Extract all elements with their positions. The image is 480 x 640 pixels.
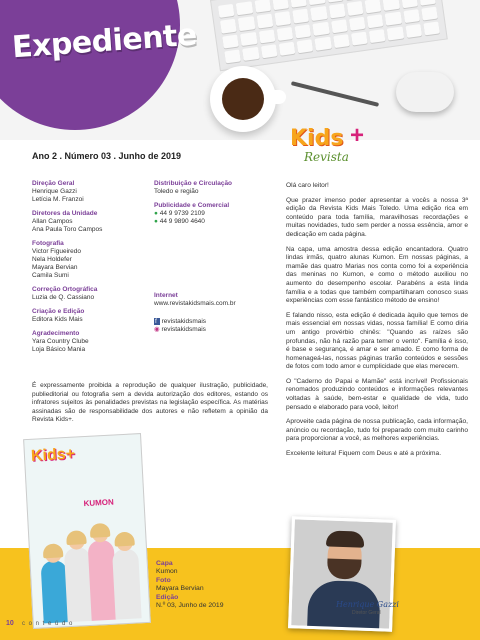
legal-notice: É expressamente proibida a reprodução de qualquer ilustração, publicidade, publieditorial ou fotografia sem a devida autorização dos editores, estando os infratores sujeitos às penalidades previstas na legislação específica. As matérias assinadas são de responsabilidade dos autores e não refletem a opinião da Revista Kids+. bbox=[32, 382, 268, 423]
credit-group: Agradecimento Yara Country Clube Loja Básico Mania bbox=[32, 330, 89, 353]
letter-closing: Excelente leitura! Fiquem com Deus e até a próxima. bbox=[286, 450, 442, 458]
mouse-image bbox=[396, 72, 454, 112]
credits-column-2 bbox=[154, 180, 272, 340]
letter-greeting: Olá caro leitor! bbox=[286, 182, 329, 189]
keyboard-image bbox=[210, 0, 448, 71]
cover-logo: Kids+ bbox=[30, 445, 76, 465]
facebook-link[interactable]: f revistakidsmais bbox=[154, 318, 272, 326]
director-signature: Henrique Gazzi bbox=[336, 600, 399, 609]
credit-group: Criação e Edição Editora Kids Mais bbox=[32, 308, 85, 323]
credits-column-1 bbox=[32, 180, 150, 360]
cover-kids-photo bbox=[39, 518, 142, 623]
letter-paragraph: E falando nisso, esta edição é dedicada àquilo que temos de mais essencial em nossas vidas, nossa família! E como diria um antigo provérbio chinês: "Quando as raízes são profundas, não há razão para temer o vento". Família é isso, é base e segurança, é amar e ser amado. E como forma de homenageá-las, nossas páginas trarão conteúdos e sessões de fotos com todo amor e cumplicidade que elas merecem. bbox=[286, 311, 468, 371]
instagram-link[interactable]: ◉ revistakidsmais bbox=[154, 326, 272, 334]
internet-heading: Internet bbox=[154, 292, 178, 299]
credit-group: Direção Geral Henrique Gazzi Letícia M. Franzoi bbox=[32, 180, 84, 203]
editor-letter bbox=[286, 182, 468, 465]
letter-paragraph: Que prazer imenso poder apresentar a vocês a nossa 3ª edição da Revista Kids Mais Toledo. Uma edição rica em conteúdo para toda família, maravilhosas recordações e muitas novidades, tudo sem perder a nossa essência, amor e dedicação em cada página. bbox=[286, 196, 468, 238]
header-photo bbox=[0, 0, 480, 140]
issue-line: Ano 2 . Número 03 . Junho de 2019 bbox=[32, 151, 182, 161]
pen-image bbox=[291, 81, 379, 107]
website-link[interactable]: www.revistakidsmais.com.br bbox=[154, 300, 236, 307]
cover-caption: Capa Kumon Foto Mayara Bervian Edição N.º 03, Junho de 2019 bbox=[156, 560, 224, 610]
whatsapp-phone-1[interactable]: ● 44 9 9739 2109 bbox=[154, 210, 272, 218]
letter-paragraph: Aproveite cada página de nossa publicação, cada informação, anúncio ou recordação, tudo foi preparado com muito carinho para proporcionar a você, as melhores experiências. bbox=[286, 418, 468, 443]
director-role: Diretor Geral bbox=[352, 610, 381, 616]
cover-kumon-label: KUMON bbox=[83, 497, 114, 509]
page-title: Expediente bbox=[11, 17, 198, 66]
credit-group: Correção Ortográfica Luzia de Q. Cassiano bbox=[32, 286, 98, 301]
advertising-heading: Publicidade e Comercial bbox=[154, 202, 230, 209]
distribution-heading: Distribuição e Circulação bbox=[154, 180, 233, 187]
kids-plus-logo: Kids + Revista bbox=[290, 122, 365, 164]
distribution-value: Toledo e região bbox=[154, 188, 199, 195]
whatsapp-phone-2[interactable]: ● 44 9 9890 4640 bbox=[154, 218, 272, 226]
credit-group: Fotografia Victor Figueiredo Nela Holdefer Mayara Bervian Camila Sumi bbox=[32, 240, 82, 279]
coffee-cup-image bbox=[210, 66, 276, 132]
letter-paragraph: O "Caderno do Papai e Mamãe" está incrível! Profissionais renomados produzindo conteúdos e informações relevantes voltadas à saúde, bem-estar e qualidade de vida, tudo pensado e elaborado para você, leitor! bbox=[286, 377, 468, 411]
footer-section-label: c o n t e ú d o bbox=[22, 621, 74, 627]
page-number: 10 bbox=[6, 620, 14, 627]
credit-group: Diretores da Unidade Allan Campos Ana Paula Toro Campos bbox=[32, 210, 103, 233]
letter-paragraph: Na capa, uma amostra dessa edição encantadora. Quatro lindas irmãs, quatro alunas Kumon. Em nossas páginas, a mamãe das quatro Marias nos conta como foi a experiência das meninas no Kumon, e como o método auxiliou no aumento do desempenho escolar. Parabéns a esta linda família e a todas que também compartilharam conosco suas experiências com esse fantástico método de ensino! bbox=[286, 245, 468, 305]
cover-image bbox=[23, 433, 151, 629]
